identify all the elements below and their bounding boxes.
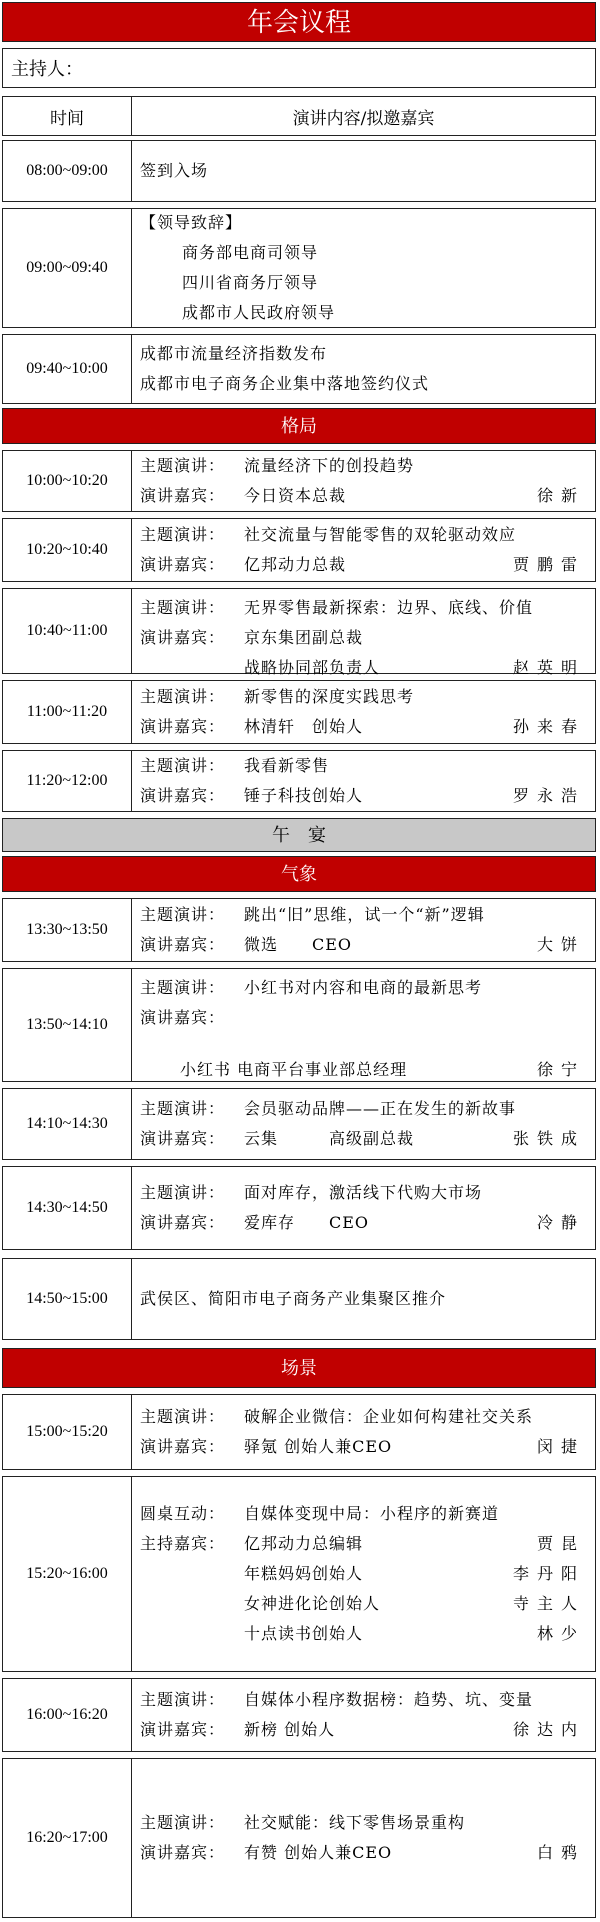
line-value: 破解企业微信：企业如何构建社交关系	[244, 1407, 534, 1426]
agenda-line	[140, 1055, 587, 1077]
agenda-row	[2, 680, 596, 744]
speaker-name: 林少	[536, 1624, 585, 1643]
line-label: 演讲嘉宾：	[140, 1129, 226, 1148]
speaker-name: 寺主人	[512, 1594, 585, 1613]
line-value: 云集 高级副总裁	[244, 1129, 415, 1148]
line-value: 会员驱动品牌——正在发生的新故事	[244, 1099, 517, 1118]
line-value: 流量经济下的创投趋势	[244, 456, 415, 475]
line-value: 亿邦动力总裁	[244, 555, 347, 574]
line-value: 亿邦动力总编辑	[244, 1534, 364, 1553]
section-banner: 气象	[2, 856, 596, 892]
agenda-line	[140, 1619, 587, 1649]
agenda-content	[132, 1259, 595, 1339]
speaker-name: 冷静	[536, 1213, 585, 1232]
agenda-content	[132, 969, 595, 1081]
agenda-title-banner: 年会议程	[2, 2, 596, 42]
line-label: 主持嘉宾：	[140, 1534, 226, 1553]
table-header-row	[2, 96, 596, 136]
line-value: 林清轩 创始人	[244, 717, 364, 736]
line-label: 演讲嘉宾：	[140, 1437, 226, 1456]
agenda-content	[132, 335, 595, 403]
agenda-line-text: 商务部电商司领导	[182, 243, 319, 262]
line-label: 演讲嘉宾：	[140, 786, 226, 805]
agenda-row	[2, 898, 596, 962]
speaker-name: 闵捷	[536, 1437, 585, 1456]
agenda-line	[140, 481, 587, 511]
agenda-row	[2, 518, 596, 582]
line-label: 主题演讲：	[140, 456, 226, 475]
agenda-line	[140, 593, 587, 623]
line-label: 主题演讲：	[140, 687, 226, 706]
speaker-name: 赵英明	[512, 658, 585, 677]
line-value: 驿氪 创始人兼CEO	[244, 1437, 393, 1456]
speaker-name: 罗永浩	[512, 786, 585, 805]
agenda-time: 15:00~15:20	[3, 1395, 132, 1469]
line-value: 无界零售最新探索：边界、底线、价值	[244, 598, 534, 617]
agenda-line	[140, 339, 587, 369]
agenda-content	[132, 209, 595, 327]
agenda-line	[140, 682, 587, 712]
line-value: 十点读书创始人	[244, 1624, 364, 1643]
agenda-line: 武侯区、简阳市电子商务产业集聚区推介	[140, 1289, 447, 1308]
line-label: 圆桌互动：	[140, 1504, 226, 1523]
agenda-time: 15:20~16:00	[3, 1477, 132, 1671]
agenda-content	[132, 1395, 595, 1469]
speaker-name: 孙来春	[512, 717, 585, 736]
line-label: 主题演讲：	[140, 1690, 226, 1709]
agenda-time: 16:00~16:20	[3, 1679, 132, 1751]
agenda-line	[140, 208, 587, 238]
line-value: 自媒体小程序数据榜：趋势、坑、变量	[244, 1690, 534, 1709]
section-banner: 格局	[2, 408, 596, 444]
agenda-line	[140, 1559, 587, 1589]
agenda-line	[140, 1124, 587, 1154]
agenda-row	[2, 1678, 596, 1752]
line-label: 演讲嘉宾：	[140, 1213, 226, 1232]
agenda-time: 10:20~10:40	[3, 519, 132, 581]
agenda-line	[140, 1178, 587, 1208]
line-value: 年糕妈妈创始人	[244, 1564, 364, 1583]
line-label: 主题演讲：	[140, 1183, 226, 1202]
agenda-line-text: 成都市电子商务企业集中落地签约仪式	[140, 374, 430, 393]
speaker-name: 白鸦	[536, 1843, 585, 1862]
agenda-row	[2, 450, 596, 512]
lunch-bar: 午 宴	[2, 818, 596, 852]
agenda-line	[140, 1432, 587, 1462]
line-label: 演讲嘉宾：	[140, 1008, 226, 1027]
agenda-line	[140, 1589, 587, 1619]
line-value: 社交赋能：线下零售场景重构	[244, 1813, 466, 1832]
line-label: 演讲嘉宾：	[140, 717, 226, 736]
line-label: 主题演讲：	[140, 1407, 226, 1426]
agenda-time: 14:50~15:00	[3, 1259, 132, 1339]
agenda-content	[132, 1167, 595, 1249]
agenda-line	[140, 156, 587, 186]
line-value: 自媒体变现中局：小程序的新赛道	[244, 1504, 500, 1523]
agenda-row	[2, 140, 596, 202]
agenda-line	[140, 1838, 587, 1868]
line-value: 有赞 创始人兼CEO	[244, 1843, 393, 1862]
line-label: 主题演讲：	[140, 525, 226, 544]
line-label: 演讲嘉宾：	[140, 1843, 226, 1862]
line-label: 主题演讲：	[140, 978, 226, 997]
agenda-line-text: 成都市人民政府领导	[182, 303, 336, 322]
agenda-line	[140, 1003, 587, 1033]
agenda-row	[2, 1394, 596, 1470]
agenda-line	[140, 1208, 587, 1238]
agenda-time: 11:00~11:20	[3, 681, 132, 743]
agenda-line	[140, 268, 587, 298]
line-label: 演讲嘉宾：	[140, 555, 226, 574]
agenda-line	[140, 1529, 587, 1559]
agenda-row	[2, 334, 596, 404]
agenda-content	[132, 1477, 595, 1671]
line-label: 演讲嘉宾：	[140, 486, 226, 505]
speaker-name: 贾鹏雷	[512, 555, 585, 574]
line-label: 主题演讲：	[140, 598, 226, 617]
header-content: 演讲内容/拟邀嘉宾	[292, 108, 435, 129]
agenda-line	[140, 451, 587, 481]
agenda-time: 10:00~10:20	[3, 451, 132, 511]
agenda-line	[140, 930, 587, 960]
line-value: 京东集团副总裁	[244, 628, 364, 647]
agenda-row	[2, 1088, 596, 1160]
line-value: 跳出“旧”思维，试一个“新”逻辑	[244, 905, 485, 924]
speaker-name: 徐新	[536, 486, 585, 505]
agenda-line-text: 【领导致辞】	[140, 213, 243, 232]
agenda-content	[132, 451, 595, 511]
agenda-content	[132, 681, 595, 743]
agenda-content	[132, 1679, 595, 1751]
line-value: 今日资本总裁	[244, 486, 347, 505]
agenda-row	[2, 750, 596, 812]
agenda-row	[2, 1476, 596, 1672]
line-label: 演讲嘉宾：	[140, 628, 226, 647]
line-label: 演讲嘉宾：	[140, 935, 226, 954]
agenda-line-text: 成都市流量经济指数发布	[140, 344, 328, 363]
agenda-line-text: 签到入场	[140, 161, 209, 180]
agenda-row	[2, 1258, 596, 1340]
agenda-line	[140, 1499, 587, 1529]
line-label: 主题演讲：	[140, 1099, 226, 1118]
agenda-row	[2, 1166, 596, 1250]
agenda-content	[132, 1089, 595, 1159]
agenda-line	[140, 712, 587, 742]
agenda-line	[140, 1685, 587, 1715]
agenda-line	[140, 1402, 587, 1432]
agenda-time: 13:50~14:10	[3, 969, 132, 1081]
speaker-name: 张铁成	[512, 1129, 585, 1148]
agenda-line	[140, 298, 587, 328]
agenda-line	[140, 369, 587, 399]
agenda-line	[140, 520, 587, 550]
agenda-content	[132, 751, 595, 811]
line-label: 主题演讲：	[140, 756, 226, 775]
agenda-time: 16:20~17:00	[3, 1759, 132, 1917]
agenda-content	[132, 589, 595, 677]
line-value: 小红书 电商平台事业部总经理	[180, 1060, 408, 1079]
agenda-time: 10:40~11:00	[3, 589, 132, 673]
agenda-line	[140, 1094, 587, 1124]
agenda-line	[140, 550, 587, 580]
agenda-time: 08:00~09:00	[3, 141, 132, 201]
agenda-time: 09:40~10:00	[3, 335, 132, 403]
agenda-content	[132, 899, 595, 961]
agenda-row	[2, 1758, 596, 1918]
agenda-content	[132, 519, 595, 581]
agenda-content	[132, 1759, 595, 1917]
speaker-name: 李丹阳	[512, 1564, 585, 1583]
agenda-time: 11:20~12:00	[3, 751, 132, 811]
line-value: 我看新零售	[244, 756, 330, 775]
header-time: 时间	[3, 97, 132, 135]
line-value: 战略协同部负责人	[244, 658, 381, 677]
agenda-line	[140, 623, 587, 653]
speaker-name: 徐宁	[536, 1060, 585, 1079]
agenda-row	[2, 588, 596, 677]
speaker-name: 贾昆	[536, 1534, 585, 1553]
agenda-line	[140, 1808, 587, 1838]
speaker-name: 徐达内	[512, 1720, 585, 1739]
line-value: 女神进化论创始人	[244, 1594, 381, 1613]
line-label: 主题演讲：	[140, 1813, 226, 1832]
agenda-line	[140, 238, 587, 268]
line-value: 小红书对内容和电商的最新思考	[244, 978, 483, 997]
agenda-content	[132, 141, 595, 201]
agenda-time: 09:00~09:40	[3, 209, 132, 327]
line-value: 新零售的深度实践思考	[244, 687, 415, 706]
line-label: 主题演讲：	[140, 905, 226, 924]
agenda-time: 13:30~13:50	[3, 899, 132, 961]
line-value: 爱库存 CEO	[244, 1213, 370, 1232]
agenda-row	[2, 968, 596, 1082]
section-banner: 场景	[2, 1348, 596, 1388]
agenda-line	[140, 1033, 587, 1055]
agenda-line	[140, 1715, 587, 1745]
line-label: 演讲嘉宾：	[140, 1720, 226, 1739]
speaker-name: 大饼	[536, 935, 585, 954]
line-value: 锤子科技创始人	[244, 786, 364, 805]
line-value: 新榜 创始人	[244, 1720, 336, 1739]
line-value: 面对库存，激活线下代购大市场	[244, 1183, 483, 1202]
agenda-line	[140, 781, 587, 811]
agenda-time: 14:30~14:50	[3, 1167, 132, 1249]
agenda-line	[140, 973, 587, 1003]
line-value: 微选 CEO	[244, 935, 353, 954]
agenda-line-text: 四川省商务厅领导	[182, 273, 319, 292]
line-value: 社交流量与智能零售的双轮驱动效应	[244, 525, 517, 544]
agenda-line	[140, 653, 587, 677]
agenda-line	[140, 900, 587, 930]
host-row: 主持人：	[2, 48, 596, 88]
agenda-row	[2, 208, 596, 328]
agenda-time: 14:10~14:30	[3, 1089, 132, 1159]
agenda-line	[140, 751, 587, 781]
